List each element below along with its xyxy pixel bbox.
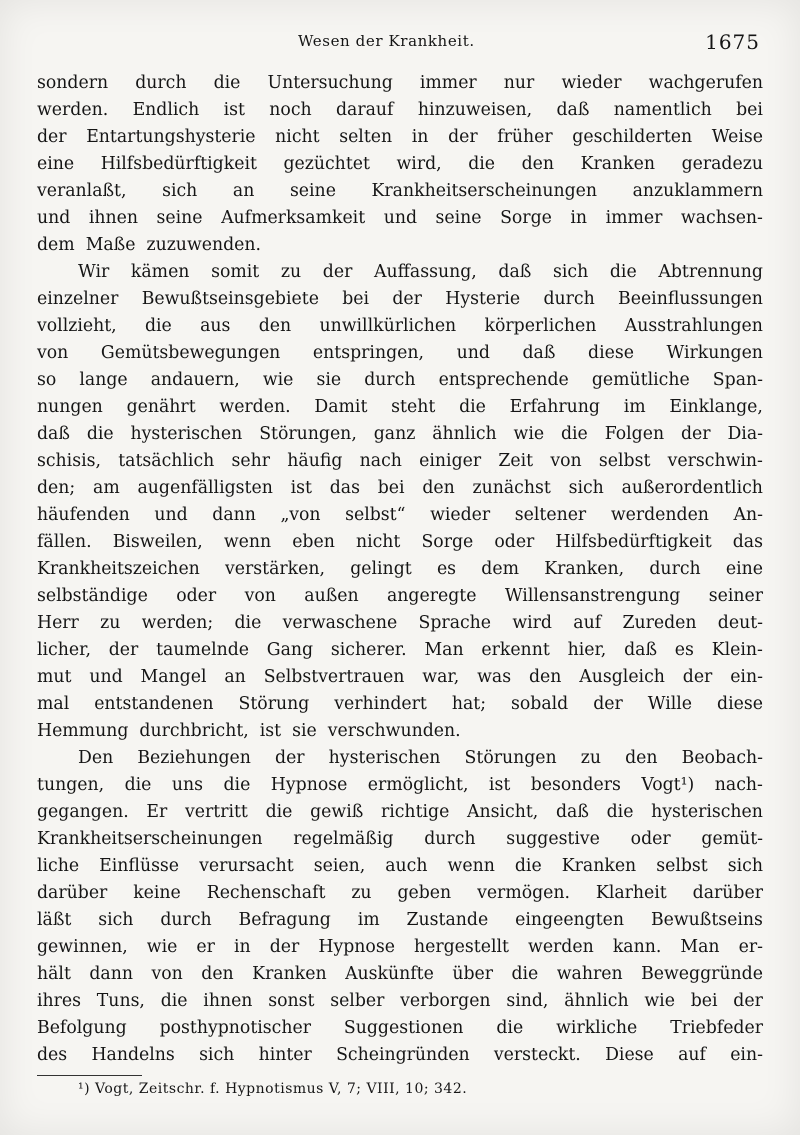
text-line: werden. Endlich ist noch darauf hinzuweisen, daß namentlich bei xyxy=(37,100,763,120)
text-line: ihres Tuns, die ihnen sonst selber verborgen sind, ähnlich wie bei der xyxy=(37,991,763,1011)
text-line: liche Einflüsse verursacht seien, auch wenn die Kranken selbst sich xyxy=(37,856,763,876)
text-line: läßt sich durch Befragung im Zustande eingeengten Bewußtseins xyxy=(37,910,763,930)
footnote: ¹) Vogt, Zeitschr. f. Hypnotismus V, 7; VIII, 10; 342. xyxy=(78,1081,468,1097)
text-line: und ihnen seine Aufmerksamkeit und seine Sorge in immer wachsen- xyxy=(37,208,763,228)
text-line: gewinnen, wie er in der Hypnose hergestellt werden kann. Man er- xyxy=(37,937,763,957)
text-line: häufenden und dann „von selbst“ wieder seltener werdenden An- xyxy=(37,505,763,525)
text-line: der Entartungshysterie nicht selten in der früher geschilderten Weise xyxy=(37,127,763,147)
text-line: Krankheitszeichen verstärken, gelingt es dem Kranken, durch eine xyxy=(37,559,763,579)
text-line: den; am augenfälligsten ist das bei den zunächst sich außerordentlich xyxy=(37,478,763,498)
text-line: Wir kämen somit zu der Auffassung, daß sich die Abtrennung xyxy=(78,262,763,282)
text-line: dem Maße zuzuwenden. xyxy=(37,235,261,255)
text-line: gegangen. Er vertritt die gewiß richtige Ansicht, daß die hysterischen xyxy=(37,802,763,822)
text-line: einzelner Bewußtseinsgebiete bei der Hysterie durch Beeinflussungen xyxy=(37,289,763,309)
page-header xyxy=(36,26,760,60)
text-line: daß die hysterischen Störungen, ganz ähnlich wie die Folgen der Dia- xyxy=(37,424,763,444)
text-line: schisis, tatsächlich sehr häufig nach einiger Zeit von selbst verschwin- xyxy=(37,451,763,471)
text-line: mal entstandenen Störung verhindert hat; sobald der Wille diese xyxy=(37,694,763,714)
text-line: Herr zu werden; die verwaschene Sprache wird auf Zureden deut- xyxy=(37,613,763,633)
text-line: sondern durch die Untersuchung immer nur wieder wachgerufen xyxy=(37,73,763,93)
text-line: eine Hilfsbedürftigkeit gezüchtet wird, die den Kranken geradezu xyxy=(37,154,763,174)
text-line: vollzieht, die aus den unwillkürlichen körperlichen Ausstrahlungen xyxy=(37,316,763,336)
text-line: von Gemütsbewegungen entspringen, und daß diese Wirkungen xyxy=(37,343,763,363)
text-line: so lange andauern, wie sie durch entsprechende gemütliche Span- xyxy=(37,370,763,390)
text-line: des Handelns sich hinter Scheingründen versteckt. Diese auf ein- xyxy=(37,1045,763,1065)
text-line: Hemmung durchbricht, ist sie verschwunden. xyxy=(37,721,461,741)
text-line: fällen. Bisweilen, wenn eben nicht Sorge oder Hilfsbedürftigkeit das xyxy=(37,532,763,552)
text-line: licher, der taumelnde Gang sicherer. Man erkennt hier, daß es Klein- xyxy=(37,640,763,660)
body-text xyxy=(37,70,763,1069)
text-line: Den Beziehungen der hysterischen Störungen zu den Beobach- xyxy=(78,748,763,768)
text-line: hält dann von den Kranken Auskünfte über die wahren Beweggründe xyxy=(37,964,763,984)
text-line: nungen genährt werden. Damit steht die Erfahrung im Einklange, xyxy=(37,397,763,417)
text-line: selbständige oder von außen angeregte Willensanstrengung seiner xyxy=(37,586,763,606)
text-line: mut und Mangel an Selbstvertrauen war, was den Ausgleich der ein- xyxy=(37,667,763,687)
text-line: tungen, die uns die Hypnose ermöglicht, ist besonders Vogt¹) nach- xyxy=(37,775,763,795)
running-head: Wesen der Krankheit. xyxy=(298,32,475,50)
text-line: veranlaßt, sich an seine Krankheitserscheinungen anzuklammern xyxy=(37,181,763,201)
page-number: 1675 xyxy=(705,30,760,54)
text-line: Befolgung posthypnotischer Suggestionen die wirkliche Triebfeder xyxy=(37,1018,763,1038)
text-line: Krankheitserscheinungen regelmäßig durch suggestive oder gemüt- xyxy=(37,829,763,849)
footnote-rule xyxy=(37,1075,142,1076)
text-line: darüber keine Rechenschaft zu geben vermögen. Klarheit darüber xyxy=(37,883,763,903)
